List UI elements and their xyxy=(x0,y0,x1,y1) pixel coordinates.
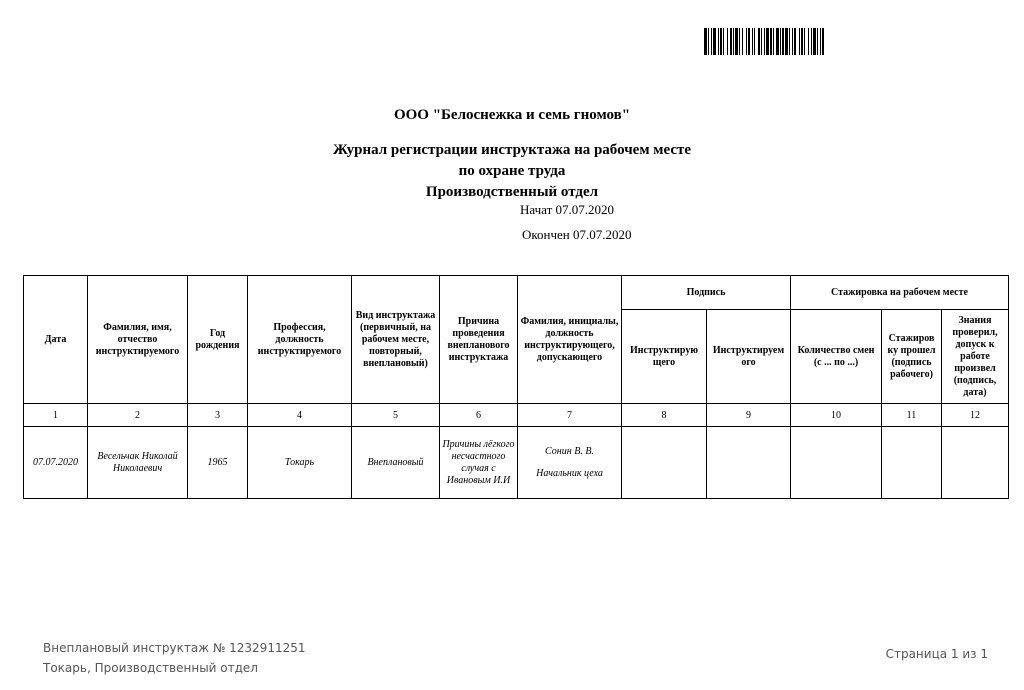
barcode xyxy=(704,28,980,55)
instructor-name: Сонин В. В. xyxy=(545,445,594,457)
header-reason: Причина проведения внепланового инструктажа xyxy=(440,276,518,404)
journal-title-line1: Журнал регистрации инструктажа на рабочем месте xyxy=(332,142,692,158)
cell-knowledge xyxy=(942,427,1009,499)
header-sig-instructor: Инструктирую щего xyxy=(622,310,707,404)
header-internship-group: Стажировка на рабочем месте xyxy=(791,276,1009,310)
column-number: 2 xyxy=(88,404,188,427)
table-header-row xyxy=(24,276,1009,310)
header-sig-instructed: Инструктируем ого xyxy=(707,310,791,404)
column-number: 11 xyxy=(882,404,942,427)
column-number: 12 xyxy=(942,404,1009,427)
cell-birth-year: 1965 xyxy=(188,427,248,499)
footer-instruction-number: Внеплановый инструктаж № 1232911251 xyxy=(43,641,306,655)
cell-reason: Причины лёгкого несчастного случая с Ивановым И.И xyxy=(440,427,518,499)
column-number: 8 xyxy=(622,404,707,427)
header-name: Фамилия, имя, отчество инструктируемого xyxy=(88,276,188,404)
header-shifts: Количество смен (с ... по ...) xyxy=(791,310,882,404)
cell-passed xyxy=(882,427,942,499)
column-number: 3 xyxy=(188,404,248,427)
header-profession: Профессия, должность инструктируемого xyxy=(248,276,352,404)
cell-profession: Токарь xyxy=(248,427,352,499)
cell-instructor xyxy=(518,427,622,499)
finished-date: Окончен 07.07.2020 xyxy=(522,227,632,242)
column-number: 10 xyxy=(791,404,882,427)
department-name: Производственный отдел xyxy=(425,184,599,200)
cell-date: 07.07.2020 xyxy=(24,427,88,499)
instructor-position: Начальник цеха xyxy=(536,467,603,479)
cell-name: Весельчак Николай Николаевич xyxy=(88,427,188,499)
header-birth-year: Год рождения xyxy=(188,276,248,404)
footer-info xyxy=(43,638,306,678)
header-knowledge: Знания проверил, допуск к работе произвел (подпись, дата) xyxy=(942,310,1009,404)
column-number: 1 xyxy=(24,404,88,427)
header-instructor: Фамилия, инициалы, должность инструктирующего, допускающего xyxy=(518,276,622,404)
column-number: 5 xyxy=(352,404,440,427)
instruction-journal-table xyxy=(23,275,1009,499)
column-number: 6 xyxy=(440,404,518,427)
header-passed: Стажиров ку прошел (подпись рабочего) xyxy=(882,310,942,404)
table-row xyxy=(24,427,1009,499)
column-number: 9 xyxy=(707,404,791,427)
column-number-row xyxy=(24,404,1009,427)
started-date: Начат 07.07.2020 xyxy=(520,202,615,217)
header-signature-group: Подпись xyxy=(622,276,791,310)
journal-title xyxy=(0,140,1024,203)
cell-sig-instructed xyxy=(707,427,791,499)
cell-sig-instructor xyxy=(622,427,707,499)
column-number: 4 xyxy=(248,404,352,427)
organization-name: ООО "Белоснежка и семь гномов" xyxy=(393,107,631,123)
cell-shifts xyxy=(791,427,882,499)
header-type: Вид инструктажа (первичный, на рабочем месте, повторный, внеплановый) xyxy=(352,276,440,404)
page-number: Страница 1 из 1 xyxy=(885,647,988,661)
footer-profession-department: Токарь, Производственный отдел xyxy=(43,661,258,675)
cell-type: Внеплановый xyxy=(352,427,440,499)
column-number: 7 xyxy=(518,404,622,427)
journal-title-line2: по охране труда xyxy=(458,163,566,179)
header-date: Дата xyxy=(24,276,88,404)
